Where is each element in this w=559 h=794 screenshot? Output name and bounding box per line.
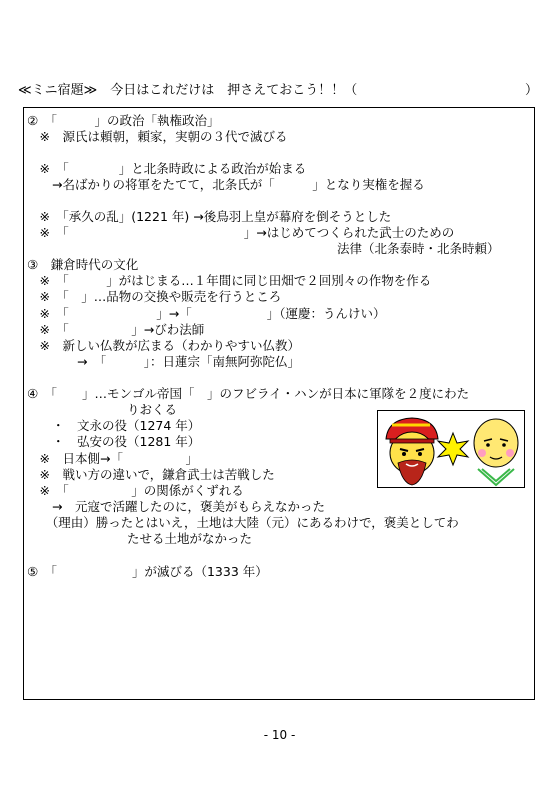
samurai-vs-mongol-illustration — [377, 410, 525, 488]
line-note: ※ 「 」と北条時政による政治が始まる — [27, 161, 307, 176]
line-heading-5: ⑤ 「 」が滅びる（1333 年） — [27, 564, 268, 579]
answer-close-paren: ） — [525, 83, 539, 98]
line-note: ※ 「 」→はじめてつくられた武士のための — [27, 225, 455, 240]
content-box — [23, 107, 535, 700]
line-note-cont: 法律（北条泰時・北条時頼） — [337, 241, 500, 256]
line-note: → 元寇で活躍したのに，褒美がもらえなかった — [27, 499, 325, 514]
line-note: ※ 「 」がはじまる…１年間に同じ田畑で２回別々の作物を作る — [27, 273, 432, 288]
page-number: - 10 - — [263, 728, 296, 742]
illustration-svg — [378, 411, 524, 487]
line-note: ※ 源氏は頼朝，頼家，実朝の３代で滅びる — [27, 129, 288, 144]
line-note: ※ 「承久の乱」(1221 年) →後鳥羽上皇が幕府を倒そうとした — [27, 209, 392, 224]
line-note: ※ 「 」の関係がくずれる — [27, 483, 244, 498]
homework-title: ≪ミニ宿題≫ 今日はこれだけは 押さえておこう！！（ — [18, 83, 358, 98]
line-note: →名ばかりの将軍をたてて，北条氏が「 」となり実権を握る — [27, 177, 425, 192]
line-note: ※ 「 」→「 」（運慶：うんけい） — [27, 306, 386, 321]
line-note: ・ 弘安の役（1281 年） — [27, 434, 201, 449]
line-note: ※ 「 」→びわ法師 — [27, 322, 205, 337]
line-note-cont: たせる土地がなかった — [127, 531, 253, 546]
line-note: ※ 「 」…品物の交換や販売を行うところ — [27, 289, 282, 304]
line-note: → 「 」：日蓮宗「南無阿弥陀仏」 — [27, 354, 300, 369]
line-heading-4: ④ 「 」…モンゴル帝国「 」のフビライ・ハンが日本に軍隊を２度にわた — [27, 386, 470, 401]
line-note: ※ 日本側→「 」 — [27, 451, 198, 466]
line-heading-2: ② 「 」の政治「執権政治」 — [27, 113, 220, 128]
line-heading-3: ③ 鎌倉時代の文化 — [27, 257, 139, 272]
line-note: （理由）勝ったとはいえ，土地は大陸（元）にあるわけで，褒美としてわ — [27, 515, 459, 530]
line-note: ※ 新しい仏教が広まる（わかりやすい仏教） — [27, 338, 300, 353]
line-note: ・ 文永の役（1274 年） — [27, 418, 201, 433]
line-note-cont: りおくる — [127, 402, 178, 417]
line-note: ※ 戦い方の違いで，鎌倉武士は苦戦した — [27, 467, 275, 482]
